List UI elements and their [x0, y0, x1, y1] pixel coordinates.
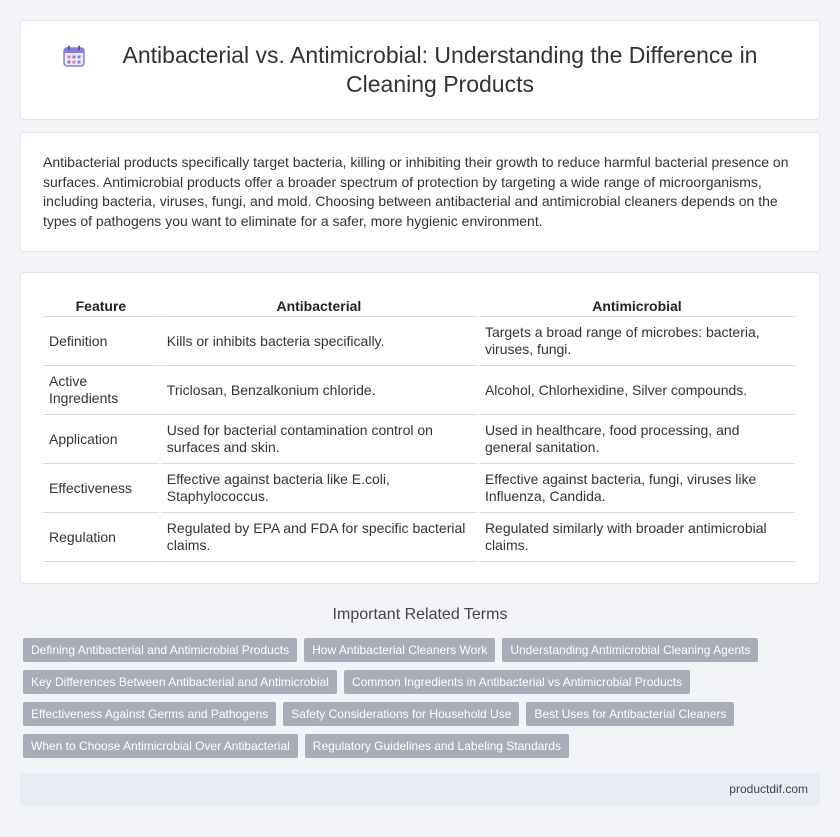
feature-cell: Effectiveness: [43, 464, 159, 513]
table-row: [43, 415, 795, 464]
antibacterial-cell: Regulated by EPA and FDA for specific bacterial claims.: [161, 513, 477, 562]
page-title: Antibacterial vs. Antimicrobial: Understanding the Difference in Cleaning Products: [122, 42, 758, 97]
tag-row: [23, 734, 823, 758]
antimicrobial-cell: Effective against bacteria, fungi, viruses like Influenza, Candida.: [479, 464, 795, 513]
related-term-tag[interactable]: Regulatory Guidelines and Labeling Standards: [305, 734, 569, 758]
calendar-grid-icon: [61, 43, 87, 69]
feature-cell: Active Ingredients: [43, 366, 159, 415]
related-term-tag[interactable]: Safety Considerations for Household Use: [283, 702, 519, 726]
tag-row: [23, 702, 823, 726]
related-terms-tags: [23, 638, 823, 766]
header-inner: [61, 41, 779, 99]
header-feature: Feature: [43, 296, 159, 317]
header-antimicrobial: Antimicrobial: [479, 296, 795, 317]
footer-site-link[interactable]: productdif.com: [729, 782, 808, 796]
intro-text: Antibacterial products specifically target bacteria, killing or inhibiting their growth to reduce harmful bacterial presence on surfaces. Antimicrobial products offer a broader spectrum of protection by targeting a wide range of microorganisms, including bacteria, viruses, fungi, and mold. Choosing between antibacterial and antimicrobial cleaners depends on the types of pathogens you want to eliminate for a safer, more hygienic environment.: [43, 154, 789, 229]
related-term-tag[interactable]: Key Differences Between Antibacterial and Antimicrobial: [23, 670, 337, 694]
related-term-tag[interactable]: Best Uses for Antibacterial Cleaners: [526, 702, 734, 726]
header-card: [20, 20, 820, 120]
feature-cell: Definition: [43, 317, 159, 366]
antimicrobial-cell: Targets a broad range of microbes: bacteria, viruses, fungi.: [479, 317, 795, 366]
table-row: [43, 366, 795, 415]
antibacterial-cell: Kills or inhibits bacteria specifically.: [161, 317, 477, 366]
comparison-table: [41, 296, 797, 562]
related-term-tag[interactable]: Effectiveness Against Germs and Pathogens: [23, 702, 276, 726]
related-term-tag[interactable]: Understanding Antimicrobial Cleaning Agents: [502, 638, 758, 662]
intro-card: [20, 132, 820, 252]
related-term-tag[interactable]: Defining Antibacterial and Antimicrobial Products: [23, 638, 297, 662]
related-term-tag[interactable]: When to Choose Antimicrobial Over Antibacterial: [23, 734, 298, 758]
table-header-row: [43, 296, 795, 317]
feature-cell: Application: [43, 415, 159, 464]
header-antibacterial: Antibacterial: [161, 296, 477, 317]
related-term-tag[interactable]: How Antibacterial Cleaners Work: [304, 638, 495, 662]
antimicrobial-cell: Regulated similarly with broader antimicrobial claims.: [479, 513, 795, 562]
antimicrobial-cell: Alcohol, Chlorhexidine, Silver compounds.: [479, 366, 795, 415]
footer: [20, 773, 820, 806]
antibacterial-cell: Effective against bacteria like E.coli, Staphylococcus.: [161, 464, 477, 513]
table-row: [43, 317, 795, 366]
feature-cell: Regulation: [43, 513, 159, 562]
related-term-tag[interactable]: Common Ingredients in Antibacterial vs Antimicrobial Products: [344, 670, 690, 694]
comparison-table-card: [20, 272, 820, 584]
antibacterial-cell: Used for bacterial contamination control on surfaces and skin.: [161, 415, 477, 464]
tag-row: [23, 670, 823, 694]
tag-row: [23, 638, 823, 662]
table-row: [43, 513, 795, 562]
antimicrobial-cell: Used in healthcare, food processing, and general sanitation.: [479, 415, 795, 464]
antibacterial-cell: Triclosan, Benzalkonium chloride.: [161, 366, 477, 415]
related-terms-title: Important Related Terms: [332, 606, 508, 623]
table-row: [43, 464, 795, 513]
